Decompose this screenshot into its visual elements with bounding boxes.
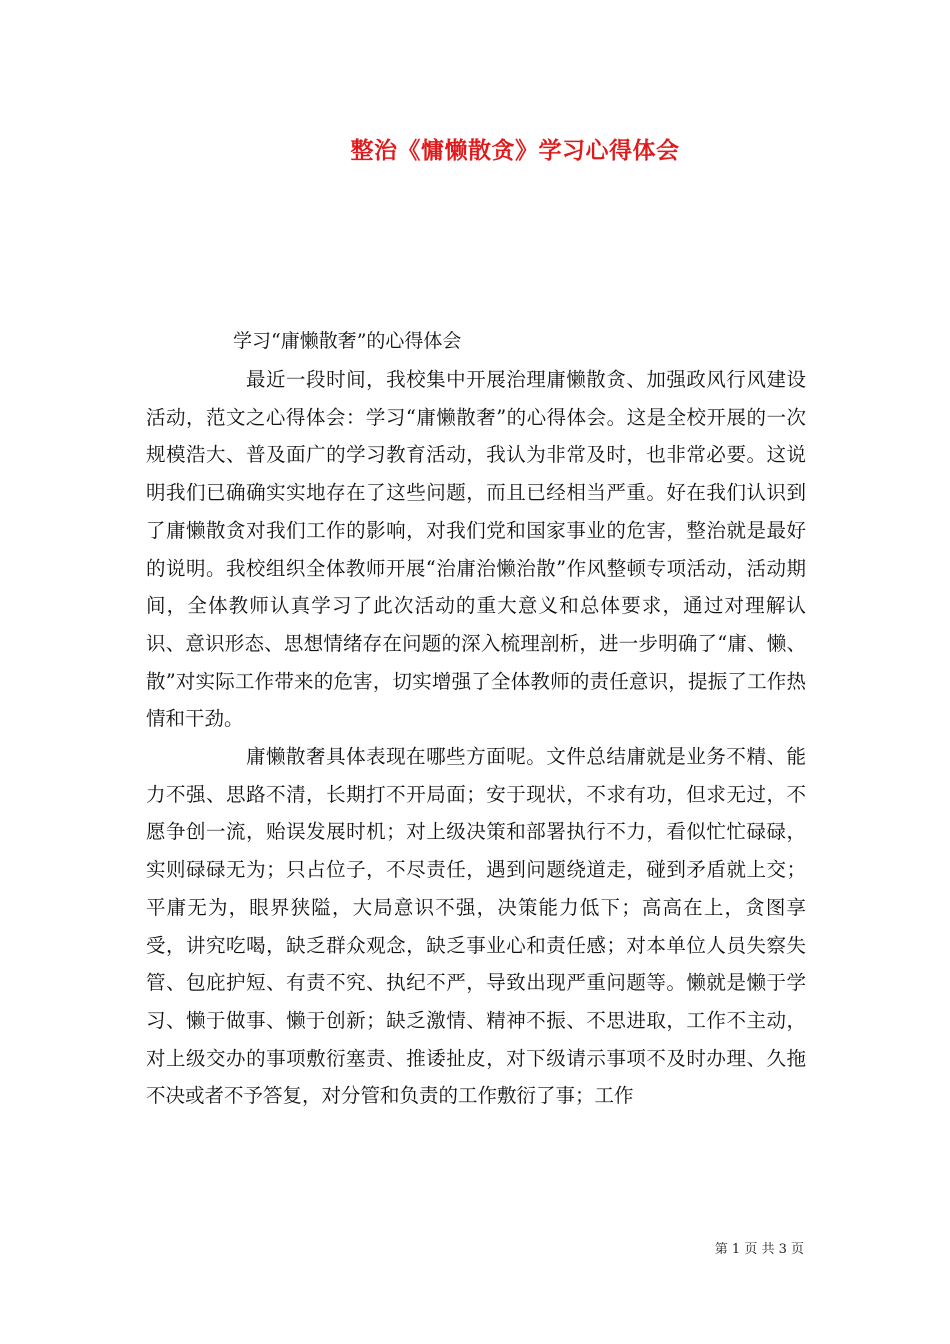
document-subtitle: 学习“庸懒散奢”的心得体会 <box>233 330 462 352</box>
paragraph: 庸懒散奢具体表现在哪些方面呢。文件总结庸就是业务不精、能力不强、思路不清，长期打不开局面；安于现状，不求有功，但求无过，不愿争创一流，贻误发展时机；对上级决策和部署执行不力，看似忙忙碌碌，实则碌碌无为；只占位子，不尽责任，遇到问题绕道走，碰到矛盾就上交；平庸无为，眼界狭隘，大局意识不强，决策能力低下；高高在上，贪图享受，讲究吃喝，缺乏群众观念，缺乏事业心和责任感；对本单位人员失察失管、包庇护短、有责不究、执纪不严，导致出现严重问题等。懒就是懒于学习、懒于做事、懒于创新；缺乏激情、精神不振、不思进取，工作不主动，对上级交办的事项敷衍塞责、推诿扯皮，对下级请示事项不及时办理、久拖不决或者不予答复，对分管和负责的工作敷衍了事；工作 <box>146 745 806 1108</box>
document-title: 整治《慵懒散贪》学习心得体会 <box>350 137 680 164</box>
page-number-footer: 第 1 页 共 3 页 <box>714 1242 804 1257</box>
document-body <box>146 361 806 1115</box>
paragraph: 最近一段时间，我校集中开展治理庸懒散贪、加强政风行风建设活动，范文之心得体会：学习“庸懒散奢”的心得体会。这是全校开展的一次规模浩大、普及面广的学习教育活动，我认为非常及时，也非常必要。这说明我们已确确实实地存在了这些问题，而且已经相当严重。好在我们认识到了庸懒散贪对我们工作的影响，对我们党和国家事业的危害，整治就是最好的说明。我校组织全体教师开展“治庸治懒治散”作风整顿专项活动，活动期间，全体教师认真学习了此次活动的重大意义和总体要求，通过对理解认识、意识形态、思想情绪存在问题的深入梳理剖析，进一步明确了“庸、懒、散”对实际工作带来的危害，切实增强了全体教师的责任意识，提振了工作热情和干劲。 <box>146 368 806 731</box>
